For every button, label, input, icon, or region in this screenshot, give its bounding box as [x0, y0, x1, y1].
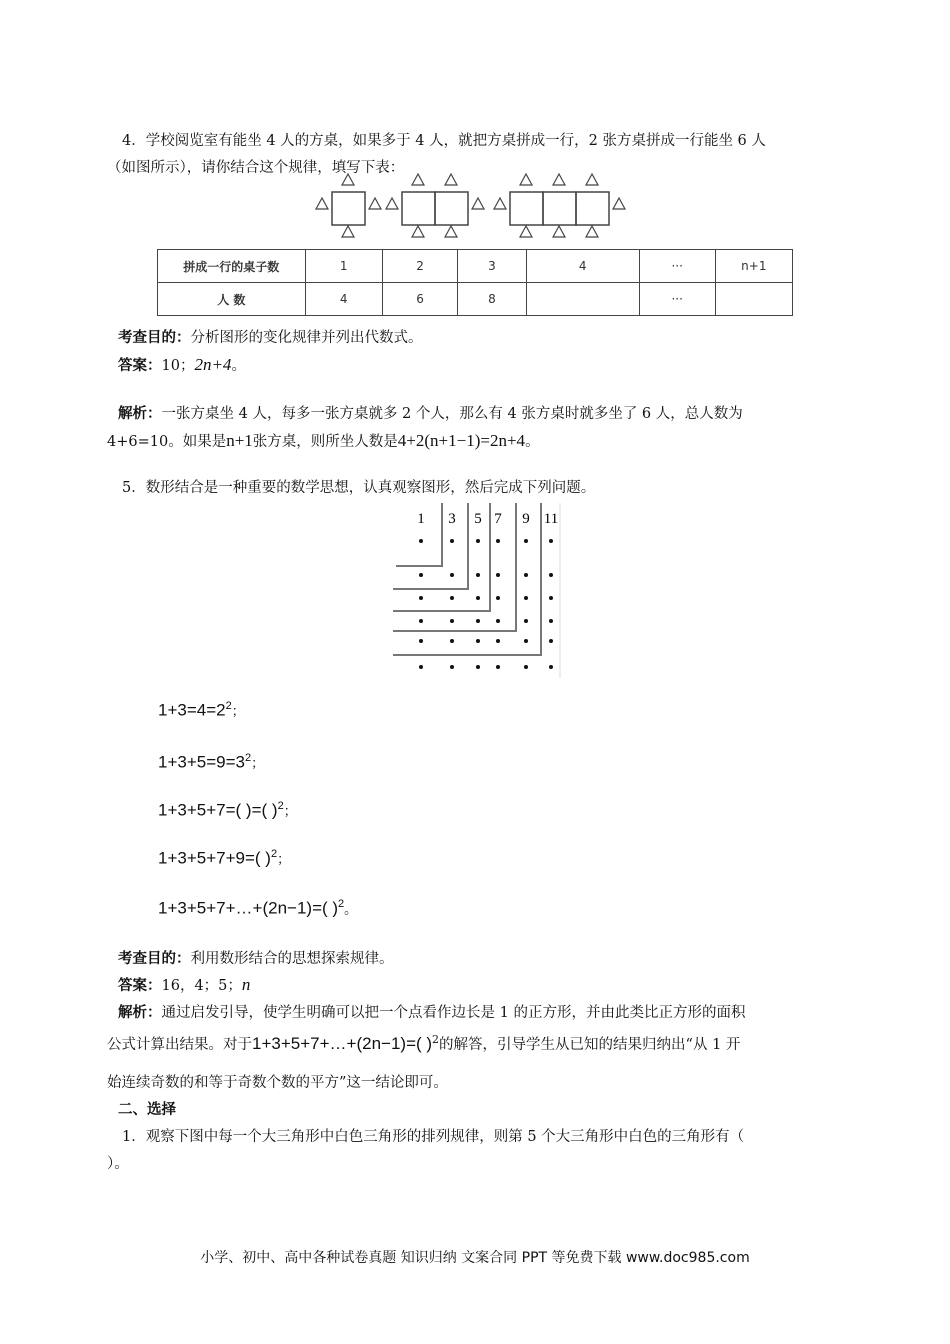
dot: [476, 639, 480, 643]
dot: [549, 596, 553, 600]
dot: [476, 619, 480, 623]
figure-label: 3: [448, 511, 456, 527]
q5-title: 5．数形结合是一种重要的数学思想，认真观察图形，然后完成下列问题。: [122, 480, 596, 496]
formula-end: ；: [277, 852, 291, 868]
square-table: [435, 192, 468, 225]
table-cell: 1: [305, 250, 382, 283]
table-cell: n+1: [715, 250, 792, 283]
figure-label: 7: [494, 511, 502, 527]
q5-analysis-2a: 公式计算出结果。对于: [107, 1037, 252, 1053]
seat-triangle: [412, 226, 424, 237]
exponent: 2: [244, 752, 252, 764]
figure-label: 9: [522, 511, 530, 527]
q5-analysis-3: 始连续奇数的和等于奇数个数的平方”这一结论即可。: [107, 1075, 448, 1091]
q4-purpose-label: 考查目的：: [118, 329, 191, 346]
dot: [524, 665, 528, 669]
square-table: [576, 192, 609, 225]
q4-text-line1: 4．学校阅览室有能坐 4 人的方桌，如果多于 4 人，就把方桌拼成一行，2 张方桌拼成一行能坐 6 人: [122, 133, 766, 149]
table-cell: 6: [382, 283, 457, 316]
dot: [450, 573, 454, 577]
dot: [496, 539, 500, 543]
dot: [450, 619, 454, 623]
q4-analysis-2b: 张方桌，则所坐人数是: [252, 434, 398, 450]
dot: [524, 619, 528, 623]
q5-purpose-label: 考查目的：: [118, 950, 191, 967]
exponent: 2: [277, 800, 284, 812]
dot: [419, 665, 423, 669]
seat-triangle: [412, 174, 424, 185]
seat-triangle: [342, 174, 354, 185]
q4-answer-end: 。: [231, 358, 246, 374]
table-cell: 4: [305, 283, 382, 316]
seat-triangle: [316, 198, 328, 209]
q4-analysis-2c: 。: [525, 434, 540, 450]
formula-end: 。: [344, 902, 358, 918]
dot: [476, 665, 480, 669]
figure-label: 5: [474, 511, 482, 527]
formula: 1+3+5+7+…+(2n−1)=( ): [158, 898, 339, 918]
formula: 1+3+5=9=3: [158, 752, 245, 772]
seat-triangle: [520, 226, 532, 237]
seat-triangle: [613, 198, 625, 209]
q4-purpose: 分析图形的变化规律并列出代数式。: [190, 330, 423, 346]
dot: [496, 596, 500, 600]
dot: [496, 639, 500, 643]
dot: [476, 539, 480, 543]
q4-answer-label: 答案：: [118, 357, 162, 374]
exponent: 2: [338, 898, 345, 910]
dot: [450, 665, 454, 669]
seat-triangle: [520, 174, 532, 185]
q5-answer: 16，4；5；: [161, 978, 242, 994]
formula-end: ；: [231, 704, 245, 720]
dot: [524, 596, 528, 600]
q5-analysis-formula: 1+3+5+7+…+(2n−1)=( ): [252, 1034, 433, 1053]
footer: 小学、初中、高中各种试卷真题 知识归纳 文案合同 PPT 等免费下载 www.doc985.com: [200, 1250, 750, 1266]
seat-triangle: [445, 226, 457, 237]
formula: 1+3+5+7+9=( ): [158, 848, 271, 868]
dot: [496, 619, 500, 623]
formula: 1+3=4=2: [158, 700, 226, 720]
formula-line: [158, 848, 290, 869]
q5-purpose: 利用数形结合的思想探索规律。: [190, 951, 394, 967]
dot: [476, 573, 480, 577]
dot: [496, 573, 500, 577]
dot: [549, 665, 553, 669]
table-cell: 拼成一行的桌子数: [158, 250, 306, 283]
square-table: [543, 192, 576, 225]
seat-triangle: [386, 198, 398, 209]
table-row: [158, 250, 793, 283]
formula: 1+3+5+7=( )=( ): [158, 800, 278, 820]
l-shape-line: [393, 503, 468, 589]
tables-figure: [300, 170, 650, 240]
s2-q1-line2: ）。: [107, 1156, 129, 1172]
seat-triangle: [369, 198, 381, 209]
dot: [549, 573, 553, 577]
table-cell: 8: [458, 283, 526, 316]
q4-analysis-formula2: 4+2(n+1−1)=2n+4: [397, 431, 526, 450]
dot: [496, 665, 500, 669]
dot: [419, 573, 423, 577]
square-table: [402, 192, 435, 225]
q4-analysis-formula1: n+1: [226, 431, 253, 450]
dot: [419, 539, 423, 543]
table-row: [158, 283, 793, 316]
seat-triangle: [445, 174, 457, 185]
q4-analysis-label: 解析：: [118, 405, 162, 422]
formula-line: [158, 700, 245, 721]
table-cell: [526, 283, 639, 316]
seat-triangle: [586, 226, 598, 237]
q5-analysis-sup: 2: [432, 1033, 440, 1047]
odd-numbers-dot-figure: [388, 503, 563, 678]
q4-analysis-2a: 4+6=10。如果是: [107, 434, 227, 450]
table-cell: 3: [458, 250, 526, 283]
dot: [450, 539, 454, 543]
section-title: 二、选择: [118, 1101, 176, 1118]
dot: [419, 619, 423, 623]
dot: [524, 573, 528, 577]
seat-triangle: [553, 174, 565, 185]
q4-answer: 10；: [161, 358, 195, 374]
formula-end: ；: [251, 756, 265, 772]
exponent: 2: [270, 848, 278, 860]
exponent: 2: [225, 700, 232, 712]
table-cell: [715, 283, 792, 316]
seat-triangle: [472, 198, 484, 209]
table-cell: 4: [526, 250, 639, 283]
q4-table: [157, 249, 793, 316]
formula-line: [158, 800, 297, 821]
formula-line: [158, 898, 357, 919]
q4-answer-formula: 2n+4: [194, 355, 232, 374]
table-cell: 人 数: [158, 283, 306, 316]
dot: [549, 639, 553, 643]
s2-q1-line1: 1．观察下图中每一个大三角形中白色三角形的排列规律，则第 5 个大三角形中白色的三角形有（: [122, 1129, 745, 1145]
q5-analysis-1: 通过启发引导，使学生明确可以把一个点看作边长是 1 的正方形，并由此类比正方形的面积: [161, 1005, 746, 1021]
table-cell: 2: [382, 250, 457, 283]
seat-triangle: [494, 198, 506, 209]
square-table: [332, 192, 365, 225]
square-table: [510, 192, 543, 225]
q5-analysis-2b: 的解答，引导学生从已知的结果归纳出“从 1 开: [439, 1037, 741, 1053]
seat-triangle: [342, 226, 354, 237]
figure-label: 11: [543, 511, 559, 527]
dot: [450, 596, 454, 600]
dot: [524, 639, 528, 643]
table-cell: ···: [639, 283, 715, 316]
figure-label: 1: [417, 511, 425, 527]
table-cell: ···: [639, 250, 715, 283]
q5-answer-n: n: [241, 975, 251, 994]
dot: [450, 639, 454, 643]
dot: [419, 639, 423, 643]
seat-triangle: [553, 226, 565, 237]
dot: [549, 619, 553, 623]
dot: [524, 539, 528, 543]
seat-triangle: [586, 174, 598, 185]
dot: [476, 596, 480, 600]
dot: [419, 596, 423, 600]
q4-analysis-1: 一张方桌坐 4 人，每多一张方桌就多 2 个人，那么有 4 张方桌时就多坐了 6 人，总人数为: [161, 406, 743, 422]
q5-answer-label: 答案：: [118, 977, 162, 994]
formula-line: [158, 752, 264, 773]
q4-text-line2: （如图所示），请你结合这个规律，填写下表：: [107, 160, 405, 176]
dot: [549, 539, 553, 543]
formula-end: ；: [283, 804, 297, 820]
q5-analysis-label: 解析：: [118, 1004, 162, 1021]
